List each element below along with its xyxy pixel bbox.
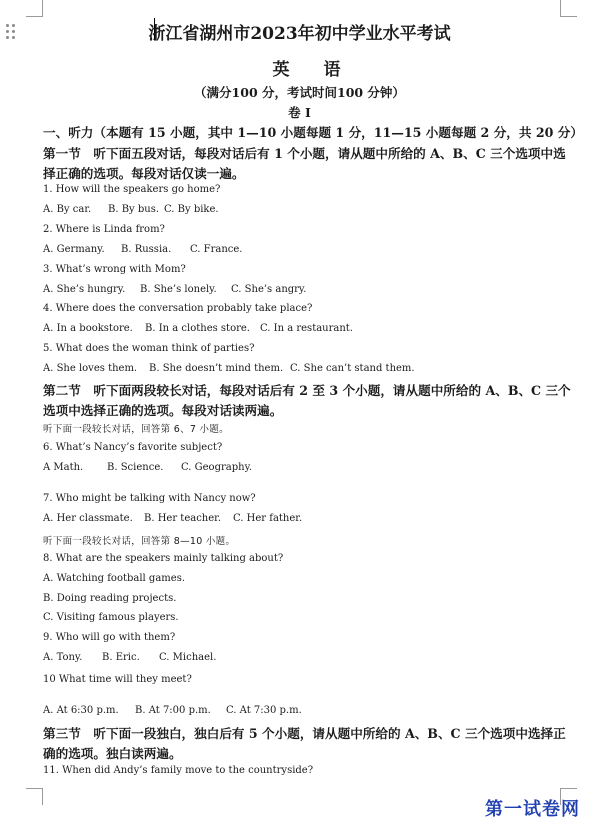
question-6-options — [43, 462, 252, 473]
option-b: B. Science. — [107, 462, 164, 473]
crop-mark-top-left — [26, 0, 43, 17]
option-a: A. She loves them. — [43, 363, 138, 374]
question-7-options — [43, 513, 302, 524]
question-1-options — [43, 204, 219, 215]
question-5-options — [43, 363, 415, 374]
question-2: 2. Where is Linda from? — [43, 224, 165, 235]
option-b: B. By bus. — [108, 204, 160, 215]
option-b: B. Russia. — [121, 244, 172, 255]
question-7: 7. Who might be talking with Nancy now? — [43, 493, 256, 504]
part1-instructions-line2: 择正确的选项。每段对话仅读一遍。 — [43, 166, 245, 181]
crop-mark-top-right — [560, 0, 577, 17]
option-c: C. Michael. — [159, 652, 217, 663]
part3-instructions-line2: 确的选项。独白读两遍。 — [43, 746, 182, 761]
exam-title: 浙江省湖州市2023年初中学业水平考试 — [148, 24, 451, 44]
question-11: 11. When did Andy’s family move to the countryside? — [43, 765, 314, 776]
section-heading: 一、听力（本题有 15 小题，其中 1—10 小题每题 1 分，11—15 小题每题 2 分，共 20 分） — [43, 125, 583, 140]
question-4: 4. Where does the conversation probably take place? — [43, 303, 313, 314]
watermark-logo: 第一试卷网 — [485, 799, 580, 820]
question-3-options — [43, 284, 306, 295]
part2-instructions-line2: 选项中选择正确的选项。每段对话读两遍。 — [43, 403, 283, 418]
option-c: C. At 7:30 p.m. — [226, 705, 302, 716]
option-a: A. By car. — [43, 204, 92, 215]
instruction-q8-10: 听下面一段较长对话，回答第 8—10 小题。 — [43, 536, 236, 547]
question-2-options — [43, 244, 242, 255]
question-10-options — [43, 705, 302, 716]
option-b: B. She doesn’t mind them. — [149, 363, 284, 374]
exam-note: （满分100 分，考试时间100 分钟） — [194, 85, 405, 100]
part3-instructions-line1: 第三节 听下面一段独白，独白后有 5 个小题，请从题中所给的 A、B、C 三个选项中选择正 — [43, 726, 566, 741]
option-a: A. At 6:30 p.m. — [43, 705, 119, 716]
option-c: C. In a restaurant. — [260, 323, 353, 334]
option-b: B. At 7:00 p.m. — [135, 705, 211, 716]
subject-title: 英 语 — [272, 60, 355, 80]
question-5: 5. What does the woman think of parties? — [43, 343, 255, 354]
option-a: A Math. — [43, 462, 84, 473]
instruction-q6-7: 听下面一段较长对话，回答第 6、7 小题。 — [43, 424, 229, 435]
part1-instructions-line1: 第一节 听下面五段对话，每段对话后有 1 个小题，请从题中所给的 A、B、C 三个选项中选 — [43, 146, 566, 161]
option-c: C. Her father. — [233, 513, 303, 524]
option-a: A. Tony. — [43, 652, 83, 663]
part2-instructions-line1: 第二节 听下面两段较长对话，每段对话后有 2 至 3 个小题，请从题中所给的 A、B、C 三个 — [43, 383, 571, 398]
question-8-option-b: B. Doing reading projects. — [43, 593, 177, 604]
question-1: 1. How will the speakers go home? — [43, 184, 221, 195]
question-8-option-c: C. Visiting famous players. — [43, 612, 179, 623]
question-8-option-a: A. Watching football games. — [43, 573, 186, 584]
option-b: B. In a clothes store. — [145, 323, 250, 334]
option-a: A. She’s hungry. — [43, 284, 126, 295]
question-3: 3. What’s wrong with Mom? — [43, 264, 186, 275]
option-c: C. Geography. — [181, 462, 253, 473]
option-c: C. France. — [190, 244, 243, 255]
option-b: B. She’s lonely. — [140, 284, 217, 295]
question-10: 10 What time will they meet? — [43, 674, 192, 685]
question-4-options — [43, 323, 353, 334]
option-c: C. By bike. — [164, 204, 219, 215]
question-8: 8. What are the speakers mainly talking about? — [43, 553, 284, 564]
question-6: 6. What’s Nancy’s favorite subject? — [43, 442, 223, 453]
option-b: B. Her teacher. — [144, 513, 222, 524]
option-a: A. Her classmate. — [43, 513, 133, 524]
option-b: B. Eric. — [102, 652, 140, 663]
question-9-options — [43, 652, 216, 663]
option-c: C. She’s angry. — [231, 284, 307, 295]
option-a: A. Germany. — [43, 244, 105, 255]
question-9: 9. Who will go with them? — [43, 632, 176, 643]
option-c: C. She can’t stand them. — [290, 363, 415, 374]
option-a: A. In a bookstore. — [43, 323, 133, 334]
crop-mark-bottom-left — [26, 788, 43, 805]
volume-label: 卷 I — [288, 105, 311, 120]
